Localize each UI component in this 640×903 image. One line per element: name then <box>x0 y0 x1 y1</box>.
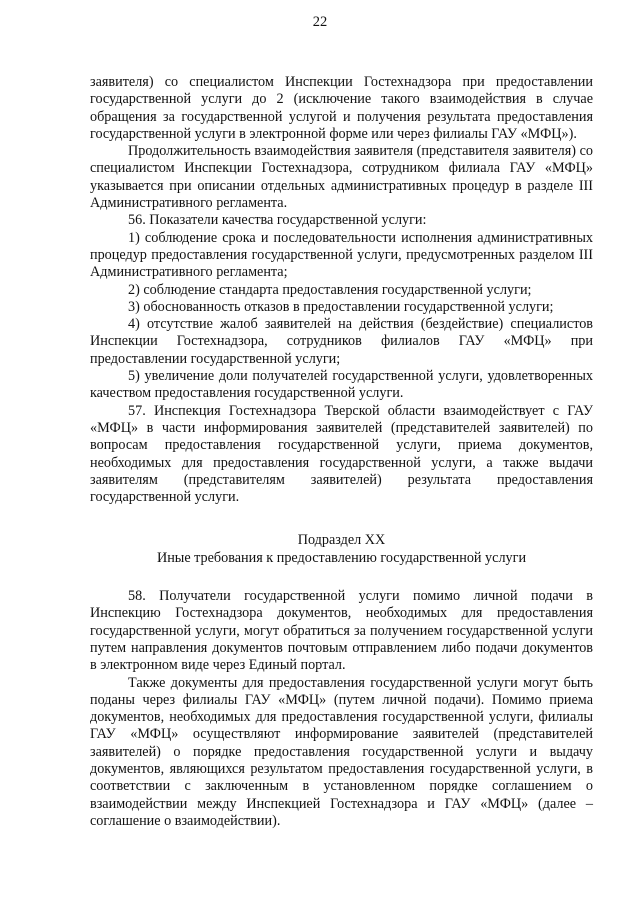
list-item-3: 3) обоснованность отказов в предоставлении государственной услуги; <box>128 298 554 315</box>
subsection-subtitle: Иные требования к предоставлению государственной услуги <box>156 549 527 566</box>
spacer <box>90 506 593 532</box>
page-number: 22 <box>312 14 328 30</box>
subsection-title: Подраздел XX <box>297 532 386 549</box>
document-body <box>90 74 593 830</box>
list-item-4: 4) отсутствие жалоб заявителей на действия (бездействие) специалистов Инспекции Гостехнадзора, сотрудников филиалов ГАУ «МФЦ» при предоставлении государственной услуги; <box>90 316 593 367</box>
paragraph-57: 57. Инспекция Гостехнадзора Тверской области взаимодействует с ГАУ «МФЦ» в части информирования заявителей (представителей заявителей) по вопросам предоставления государственной услуги, приема документов, необходимых для предоставления государственной услуги, а также выдачи заявителям (представителям заявителей) результата предоставления государственной услуги. <box>90 402 593 506</box>
paragraph-56-heading: 56. Показатели качества государственной услуги: <box>128 212 427 229</box>
list-item-1: 1) соблюдение срока и последовательности исполнения административных процедур предоставления государственной услуги, предусмотренных разделом III Административного регламента; <box>90 229 593 281</box>
paragraph-duration: Продолжительность взаимодействия заявителя (представителя заявителя) со специалистом Инспекции Гостехнадзора, сотрудником филиала ГАУ «МФЦ» указывается при описании отдельных административных процедур в разделе III Административного регламента. <box>90 143 593 212</box>
spacer <box>90 567 593 588</box>
paragraph-mfc-documents: Также документы для предоставления государственной услуги могут быть поданы через филиалы ГАУ «МФЦ» (путем личной подачи). Помимо приема документов, необходимых для предоставления государственной услуги, филиалы ГАУ «МФЦ» осуществляют информирование заявителей (представителей заявителей) о порядке предоставления государственной услуги и выдачу документов, являющихся результатом предоставления государственной услуги, в соответствии с заключенным в установленном порядке соглашением о взаимодействии между Инспекцией Гостехнадзора и ГАУ «МФЦ» (далее – соглашение о взаимодействии). <box>90 674 593 829</box>
paragraph-continuation: заявителя) со специалистом Инспекции Гостехнадзора при предоставлении государственной услуги до 2 (исключение такого взаимодействия в случае обращения за государственной услугой и получения результата предоставления государственной услуги в электронной форме или через филиалы ГАУ «МФЦ»). <box>90 74 593 142</box>
list-item-2: 2) соблюдение стандарта предоставления государственной услуги; <box>128 281 532 298</box>
list-item-5: 5) увеличение доли получателей государственной услуги, удовлетворенных качеством предоставления государственной услуги. <box>90 368 593 402</box>
paragraph-58: 58. Получатели государственной услуги помимо личной подачи в Инспекцию Гостехнадзора документов, необходимых для предоставления государственной услуги, могут обратиться за получением государственной услуги путем направления документов почтовым отправлением либо подачи документов в электронном виде через Единый портал. <box>90 588 593 674</box>
